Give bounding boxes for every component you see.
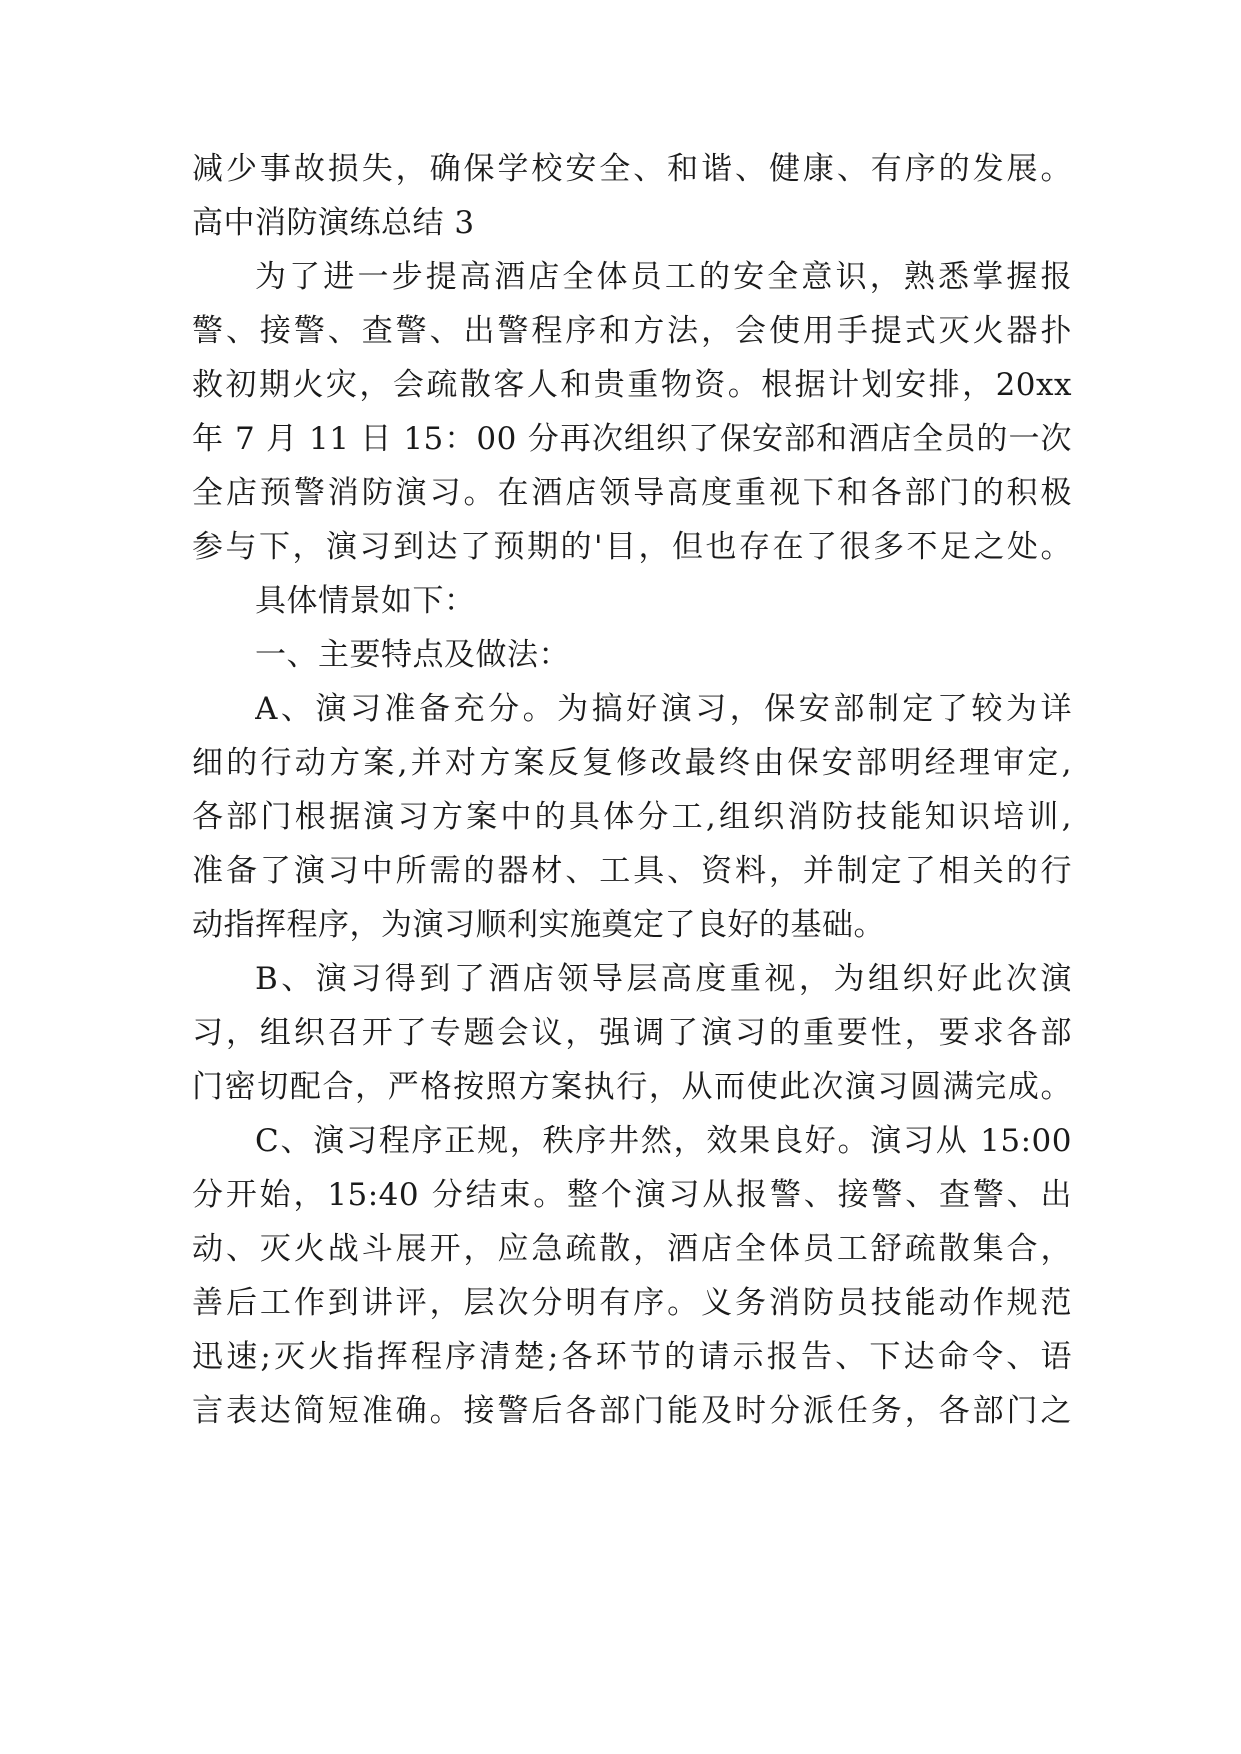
text-line: 迅速;灭火指挥程序清楚;各环节的请示报告、下达命令、语 <box>192 1339 1072 1375</box>
text-line: 门密切配合，严格按照方案执行，从而使此次演习圆满完成。 <box>192 1069 1072 1105</box>
text-line: 减少事故损失，确保学校安全、和谐、健康、有序的发展。 <box>192 151 1072 187</box>
text-line: 具体情景如下： <box>255 583 476 619</box>
text-line: 各部门根据演习方案中的具体分工,组织消防技能知识培训, <box>192 799 1072 835</box>
text-line: 警、接警、查警、出警程序和方法，会使用手提式灭火器扑 <box>192 313 1072 349</box>
text-line: 动、灭火战斗展开，应急疏散，酒店全体员工舒疏散集合， <box>192 1231 1072 1267</box>
text-line: 细的行动方案,并对方案反复修改最终由保安部明经理审定, <box>192 745 1072 781</box>
text-line: 习，组织召开了专题会议，强调了演习的重要性，要求各部 <box>192 1015 1072 1051</box>
text-line: 动指挥程序，为演习顺利实施奠定了良好的基础。 <box>192 907 885 943</box>
section-heading: 高中消防演练总结 3 <box>192 205 475 241</box>
text-line: B、演习得到了酒店领导层高度重视，为组织好此次演 <box>255 961 1072 997</box>
text-line: C、演习程序正规，秩序井然，效果良好。演习从 15:00 <box>255 1123 1072 1159</box>
text-line: 全店预警消防演习。在酒店领导高度重视下和各部门的积极 <box>192 475 1072 511</box>
text-line: 分开始，15:40 分结束。整个演习从报警、接警、查警、出 <box>192 1177 1072 1213</box>
text-line: 善后工作到讲评，层次分明有序。义务消防员技能动作规范 <box>192 1285 1072 1321</box>
text-line: 参与下，演习到达了预期的'目，但也存在了很多不足之处。 <box>192 529 1072 565</box>
text-line: 救初期火灾，会疏散客人和贵重物资。根据计划安排，20xx <box>192 367 1072 403</box>
text-line: A、演习准备充分。为搞好演习，保安部制定了较为详 <box>255 691 1072 727</box>
text-line: 年 7 月 11 日 15：00 分再次组织了保安部和酒店全员的一次 <box>192 421 1072 457</box>
text-line: 准备了演习中所需的器材、工具、资料，并制定了相关的行 <box>192 853 1072 889</box>
subheading: 一、主要特点及做法： <box>255 637 570 673</box>
text-line: 言表达简短准确。接警后各部门能及时分派任务，各部门之 <box>192 1393 1072 1429</box>
text-line: 为了进一步提高酒店全体员工的安全意识，熟悉掌握报 <box>255 259 1072 295</box>
